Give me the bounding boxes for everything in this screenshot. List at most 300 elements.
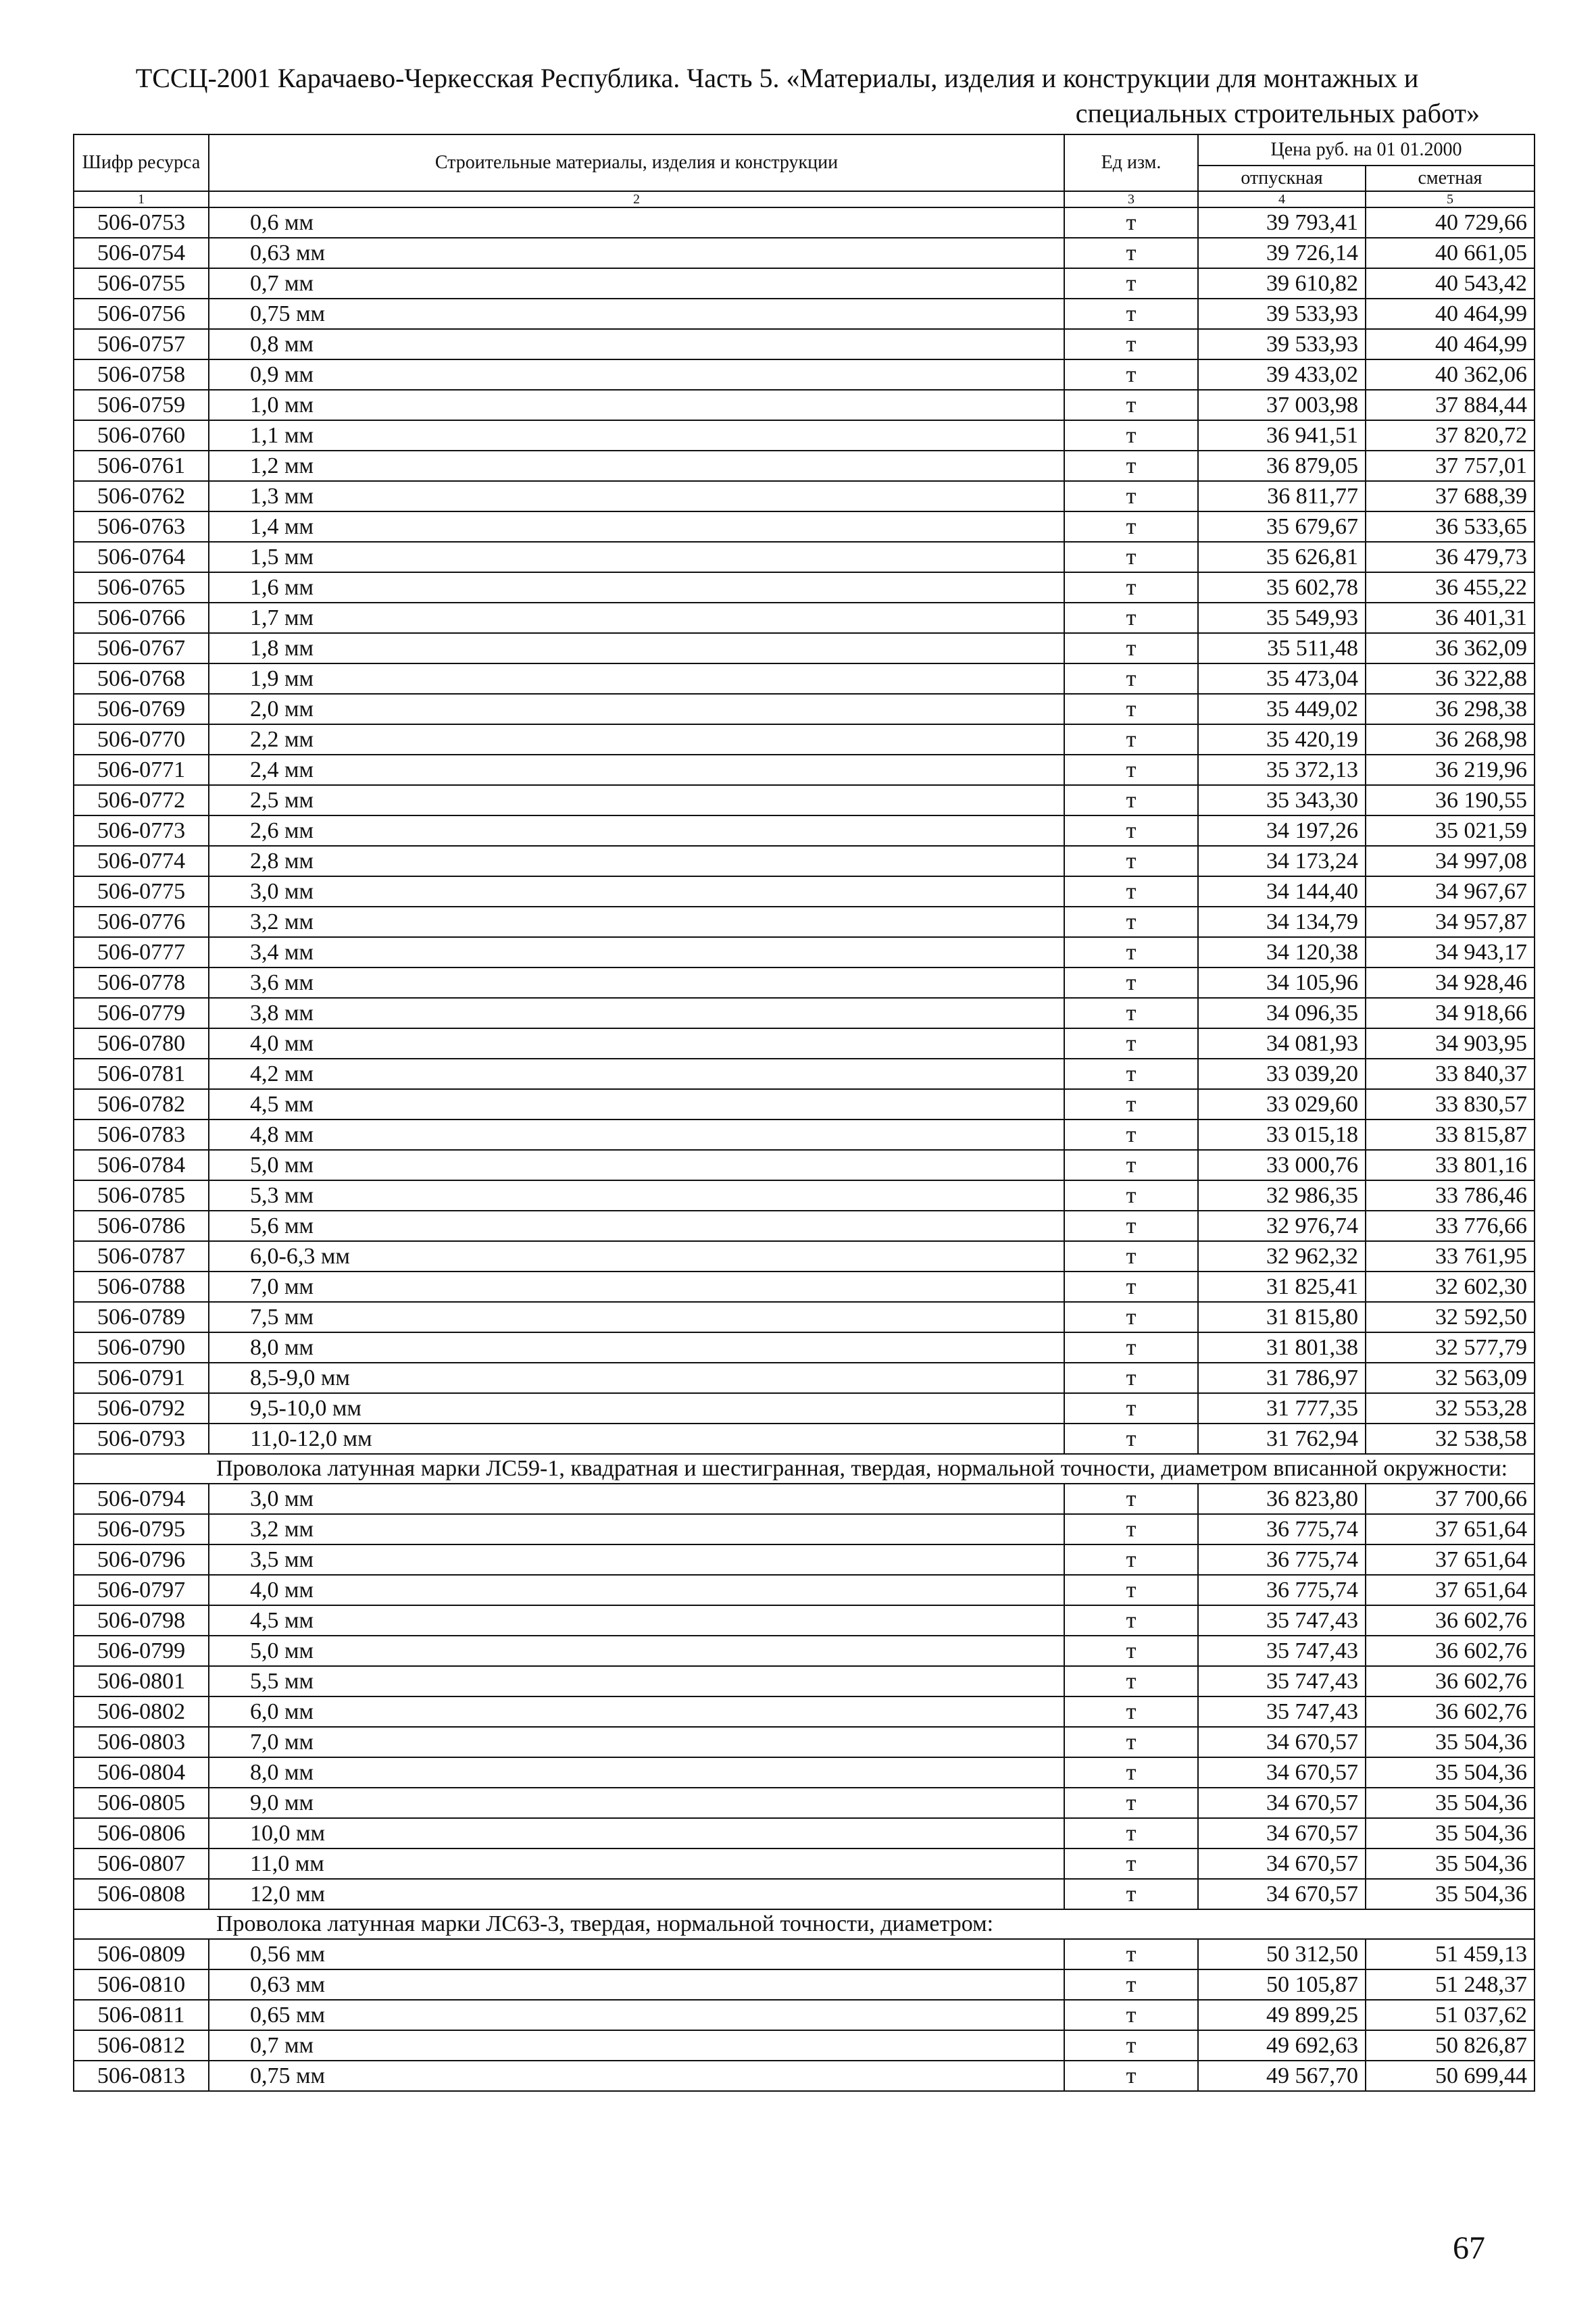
resource-code-cell: 506-0774 (74, 846, 209, 876)
unit-cell: т (1064, 1818, 1198, 1848)
resource-code-cell: 506-0762 (74, 481, 209, 511)
estimate-price-cell: 34 957,87 (1366, 907, 1535, 937)
resource-code-cell: 506-0753 (74, 207, 209, 238)
col-number-4: 4 (1198, 191, 1366, 207)
table-row (74, 1969, 1535, 2000)
table-row (74, 633, 1535, 663)
resource-code-cell: 506-0811 (74, 2000, 209, 2030)
resource-code-cell: 506-0756 (74, 299, 209, 329)
estimate-price-cell: 32 538,58 (1366, 1424, 1535, 1454)
release-price-cell: 34 670,57 (1198, 1848, 1366, 1879)
resource-code-cell: 506-0761 (74, 451, 209, 481)
unit-cell: т (1064, 1424, 1198, 1454)
release-price-cell: 34 081,93 (1198, 1028, 1366, 1059)
unit-cell: т (1064, 907, 1198, 937)
material-name-cell: 8,0 мм (209, 1332, 1064, 1363)
release-price-cell: 34 197,26 (1198, 815, 1366, 846)
unit-cell: т (1064, 1636, 1198, 1666)
table-row (74, 1939, 1535, 1969)
resource-code-cell: 506-0765 (74, 572, 209, 603)
material-name-cell: 3,8 мм (209, 998, 1064, 1028)
material-name-cell: 0,7 мм (209, 2030, 1064, 2061)
release-price-cell: 50 312,50 (1198, 1939, 1366, 1969)
release-price-cell: 33 039,20 (1198, 1059, 1366, 1089)
unit-cell: т (1064, 937, 1198, 967)
unit-cell: т (1064, 2000, 1198, 2030)
table-row (74, 1484, 1535, 1514)
group-row (74, 1454, 1535, 1484)
resource-code-cell: 506-0771 (74, 755, 209, 785)
resource-code-cell: 506-0801 (74, 1666, 209, 1696)
resource-code-cell: 506-0791 (74, 1363, 209, 1393)
resource-code-cell: 506-0772 (74, 785, 209, 815)
release-price-cell: 39 533,93 (1198, 329, 1366, 359)
material-name-cell: 11,0-12,0 мм (209, 1424, 1064, 1454)
release-price-cell: 35 420,19 (1198, 724, 1366, 755)
resource-code-cell: 506-0763 (74, 511, 209, 542)
estimate-price-cell: 37 757,01 (1366, 451, 1535, 481)
unit-cell: т (1064, 2061, 1198, 2091)
table-row (74, 785, 1535, 815)
release-price-cell: 31 801,38 (1198, 1332, 1366, 1363)
unit-cell: т (1064, 542, 1198, 572)
resource-code-cell: 506-0786 (74, 1211, 209, 1241)
resource-code-cell: 506-0807 (74, 1848, 209, 1879)
table-row (74, 937, 1535, 967)
table-row (74, 1150, 1535, 1180)
release-price-cell: 49 899,25 (1198, 2000, 1366, 2030)
resource-code-cell: 506-0764 (74, 542, 209, 572)
table-row (74, 694, 1535, 724)
unit-cell: т (1064, 724, 1198, 755)
table-row (74, 755, 1535, 785)
col-header-name: Строительные материалы, изделия и конструкции (209, 134, 1064, 191)
estimate-price-cell: 33 761,95 (1366, 1241, 1535, 1272)
col-header-price: Цена руб. на 01 01.2000 (1198, 134, 1535, 166)
unit-cell: т (1064, 1363, 1198, 1393)
resource-code-cell: 506-0788 (74, 1272, 209, 1302)
resource-code-cell: 506-0779 (74, 998, 209, 1028)
col-header-estimate: сметная (1366, 166, 1535, 191)
table-row (74, 724, 1535, 755)
estimate-price-cell: 36 602,76 (1366, 1696, 1535, 1727)
material-name-cell: 0,9 мм (209, 359, 1064, 390)
material-name-cell: 1,4 мм (209, 511, 1064, 542)
col-number-1: 1 (74, 191, 209, 207)
resource-code-cell: 506-0777 (74, 937, 209, 967)
material-name-cell: 5,3 мм (209, 1180, 1064, 1211)
estimate-price-cell: 35 504,36 (1366, 1788, 1535, 1818)
estimate-price-cell: 34 928,46 (1366, 967, 1535, 998)
resource-code-cell: 506-0778 (74, 967, 209, 998)
table-row (74, 1089, 1535, 1120)
material-name-cell: 3,5 мм (209, 1544, 1064, 1575)
group-title: Проволока латунная марки ЛС63-3, твердая, нормальной точности, диаметром: (74, 1909, 1535, 1939)
estimate-price-cell: 36 455,22 (1366, 572, 1535, 603)
material-name-cell: 2,4 мм (209, 755, 1064, 785)
resource-code-cell: 506-0803 (74, 1727, 209, 1757)
release-price-cell: 50 105,87 (1198, 1969, 1366, 2000)
unit-cell: т (1064, 1393, 1198, 1424)
estimate-price-cell: 34 903,95 (1366, 1028, 1535, 1059)
table-row (74, 390, 1535, 420)
resource-code-cell: 506-0781 (74, 1059, 209, 1089)
resource-code-cell: 506-0802 (74, 1696, 209, 1727)
release-price-cell: 34 670,57 (1198, 1818, 1366, 1848)
estimate-price-cell: 51 037,62 (1366, 2000, 1535, 2030)
unit-cell: т (1064, 1605, 1198, 1636)
table-row (74, 329, 1535, 359)
estimate-price-cell: 36 322,88 (1366, 663, 1535, 694)
release-price-cell: 34 670,57 (1198, 1879, 1366, 1909)
material-name-cell: 1,9 мм (209, 663, 1064, 694)
estimate-price-cell: 36 533,65 (1366, 511, 1535, 542)
material-name-cell: 1,6 мм (209, 572, 1064, 603)
material-name-cell: 9,0 мм (209, 1788, 1064, 1818)
table-row (74, 2000, 1535, 2030)
table-row (74, 207, 1535, 238)
release-price-cell: 32 962,32 (1198, 1241, 1366, 1272)
table-row (74, 998, 1535, 1028)
resource-code-cell: 506-0789 (74, 1302, 209, 1332)
estimate-price-cell: 37 884,44 (1366, 390, 1535, 420)
unit-cell: т (1064, 2030, 1198, 2061)
material-name-cell: 0,6 мм (209, 207, 1064, 238)
table-row (74, 967, 1535, 998)
estimate-price-cell: 33 801,16 (1366, 1150, 1535, 1180)
col-header-release: отпускная (1198, 166, 1366, 191)
estimate-price-cell: 51 248,37 (1366, 1969, 1535, 2000)
release-price-cell: 35 679,67 (1198, 511, 1366, 542)
table-row (74, 1211, 1535, 1241)
release-price-cell: 39 726,14 (1198, 238, 1366, 268)
unit-cell: т (1064, 511, 1198, 542)
price-table (73, 134, 1535, 2092)
unit-cell: т (1064, 1241, 1198, 1272)
unit-cell: т (1064, 1180, 1198, 1211)
resource-code-cell: 506-0808 (74, 1879, 209, 1909)
table-row (74, 1575, 1535, 1605)
unit-cell: т (1064, 1332, 1198, 1363)
release-price-cell: 36 811,77 (1198, 481, 1366, 511)
resource-code-cell: 506-0760 (74, 420, 209, 451)
unit-cell: т (1064, 1575, 1198, 1605)
table-row (74, 876, 1535, 907)
unit-cell: т (1064, 1939, 1198, 1969)
material-name-cell: 0,7 мм (209, 268, 1064, 299)
resource-code-cell: 506-0769 (74, 694, 209, 724)
table-row (74, 1059, 1535, 1089)
unit-cell: т (1064, 329, 1198, 359)
material-name-cell: 0,8 мм (209, 329, 1064, 359)
estimate-price-cell: 36 602,76 (1366, 1636, 1535, 1666)
resource-code-cell: 506-0757 (74, 329, 209, 359)
material-name-cell: 1,8 мм (209, 633, 1064, 663)
material-name-cell: 0,63 мм (209, 1969, 1064, 2000)
unit-cell: т (1064, 1302, 1198, 1332)
material-name-cell: 2,0 мм (209, 694, 1064, 724)
resource-code-cell: 506-0794 (74, 1484, 209, 1514)
unit-cell: т (1064, 815, 1198, 846)
table-body (74, 207, 1535, 2091)
estimate-price-cell: 34 943,17 (1366, 937, 1535, 967)
unit-cell: т (1064, 1727, 1198, 1757)
resource-code-cell: 506-0784 (74, 1150, 209, 1180)
estimate-price-cell: 37 651,64 (1366, 1575, 1535, 1605)
table-row (74, 2061, 1535, 2091)
unit-cell: т (1064, 1484, 1198, 1514)
estimate-price-cell: 37 651,64 (1366, 1544, 1535, 1575)
unit-cell: т (1064, 268, 1198, 299)
unit-cell: т (1064, 1150, 1198, 1180)
estimate-price-cell: 51 459,13 (1366, 1939, 1535, 1969)
estimate-price-cell: 34 997,08 (1366, 846, 1535, 876)
estimate-price-cell: 33 776,66 (1366, 1211, 1535, 1241)
release-price-cell: 34 670,57 (1198, 1788, 1366, 1818)
estimate-price-cell: 40 661,05 (1366, 238, 1535, 268)
release-price-cell: 36 941,51 (1198, 420, 1366, 451)
table-row (74, 603, 1535, 633)
release-price-cell: 31 762,94 (1198, 1424, 1366, 1454)
col-number-3: 3 (1064, 191, 1198, 207)
resource-code-cell: 506-0806 (74, 1818, 209, 1848)
unit-cell: т (1064, 1788, 1198, 1818)
release-price-cell: 35 549,93 (1198, 603, 1366, 633)
release-price-cell: 36 775,74 (1198, 1544, 1366, 1575)
estimate-price-cell: 40 362,06 (1366, 359, 1535, 390)
release-price-cell: 49 567,70 (1198, 2061, 1366, 2091)
estimate-price-cell: 36 268,98 (1366, 724, 1535, 755)
estimate-price-cell: 34 967,67 (1366, 876, 1535, 907)
material-name-cell: 4,8 мм (209, 1120, 1064, 1150)
material-name-cell: 3,0 мм (209, 876, 1064, 907)
table-row (74, 1302, 1535, 1332)
material-name-cell: 4,5 мм (209, 1089, 1064, 1120)
resource-code-cell: 506-0809 (74, 1939, 209, 1969)
unit-cell: т (1064, 694, 1198, 724)
unit-cell: т (1064, 1028, 1198, 1059)
resource-code-cell: 506-0804 (74, 1757, 209, 1788)
release-price-cell: 34 096,35 (1198, 998, 1366, 1028)
estimate-price-cell: 33 830,57 (1366, 1089, 1535, 1120)
material-name-cell: 2,8 мм (209, 846, 1064, 876)
col-number-2: 2 (209, 191, 1064, 207)
unit-cell: т (1064, 299, 1198, 329)
release-price-cell: 35 747,43 (1198, 1605, 1366, 1636)
page-header (68, 61, 1487, 131)
resource-code-cell: 506-0759 (74, 390, 209, 420)
material-name-cell: 3,0 мм (209, 1484, 1064, 1514)
resource-code-cell: 506-0793 (74, 1424, 209, 1454)
material-name-cell: 1,7 мм (209, 603, 1064, 633)
material-name-cell: 2,2 мм (209, 724, 1064, 755)
resource-code-cell: 506-0790 (74, 1332, 209, 1363)
release-price-cell: 35 626,81 (1198, 542, 1366, 572)
material-name-cell: 4,2 мм (209, 1059, 1064, 1089)
material-name-cell: 5,0 мм (209, 1636, 1064, 1666)
estimate-price-cell: 35 504,36 (1366, 1727, 1535, 1757)
table-row (74, 1424, 1535, 1454)
estimate-price-cell: 32 592,50 (1366, 1302, 1535, 1332)
release-price-cell: 36 775,74 (1198, 1575, 1366, 1605)
table-row (74, 907, 1535, 937)
resource-code-cell: 506-0798 (74, 1605, 209, 1636)
estimate-price-cell: 36 298,38 (1366, 694, 1535, 724)
table-row (74, 1241, 1535, 1272)
resource-code-cell: 506-0776 (74, 907, 209, 937)
col-number-5: 5 (1366, 191, 1535, 207)
unit-cell: т (1064, 1120, 1198, 1150)
resource-code-cell: 506-0799 (74, 1636, 209, 1666)
release-price-cell: 39 533,93 (1198, 299, 1366, 329)
release-price-cell: 32 986,35 (1198, 1180, 1366, 1211)
release-price-cell: 49 692,63 (1198, 2030, 1366, 2061)
material-name-cell: 8,5-9,0 мм (209, 1363, 1064, 1393)
release-price-cell: 31 777,35 (1198, 1393, 1366, 1424)
resource-code-cell: 506-0783 (74, 1120, 209, 1150)
resource-code-cell: 506-0775 (74, 876, 209, 907)
resource-code-cell: 506-0780 (74, 1028, 209, 1059)
release-price-cell: 31 825,41 (1198, 1272, 1366, 1302)
unit-cell: т (1064, 1696, 1198, 1727)
unit-cell: т (1064, 663, 1198, 694)
material-name-cell: 0,56 мм (209, 1939, 1064, 1969)
release-price-cell: 39 610,82 (1198, 268, 1366, 299)
table-row (74, 815, 1535, 846)
table-row (74, 1788, 1535, 1818)
estimate-price-cell: 35 504,36 (1366, 1757, 1535, 1788)
unit-cell: т (1064, 998, 1198, 1028)
table-row (74, 451, 1535, 481)
estimate-price-cell: 37 688,39 (1366, 481, 1535, 511)
estimate-price-cell: 32 577,79 (1366, 1332, 1535, 1363)
material-name-cell: 7,0 мм (209, 1727, 1064, 1757)
unit-cell: т (1064, 1757, 1198, 1788)
estimate-price-cell: 35 504,36 (1366, 1879, 1535, 1909)
release-price-cell: 35 747,43 (1198, 1636, 1366, 1666)
unit-cell: т (1064, 1059, 1198, 1089)
resource-code-cell: 506-0812 (74, 2030, 209, 2061)
table-row (74, 1879, 1535, 1909)
estimate-price-cell: 32 563,09 (1366, 1363, 1535, 1393)
estimate-price-cell: 40 543,42 (1366, 268, 1535, 299)
estimate-price-cell: 40 729,66 (1366, 207, 1535, 238)
release-price-cell: 32 976,74 (1198, 1211, 1366, 1241)
table-row (74, 268, 1535, 299)
release-price-cell: 37 003,98 (1198, 390, 1366, 420)
material-name-cell: 9,5-10,0 мм (209, 1393, 1064, 1424)
unit-cell: т (1064, 1666, 1198, 1696)
table-row (74, 663, 1535, 694)
header-line-1: ТССЦ-2001 Карачаево-Черкесская Республика. Часть 5. «Материалы, изделия и конструкции для монтажных и (135, 63, 1419, 93)
resource-code-cell: 506-0773 (74, 815, 209, 846)
table-row (74, 542, 1535, 572)
unit-cell: т (1064, 390, 1198, 420)
table-row (74, 511, 1535, 542)
release-price-cell: 34 120,38 (1198, 937, 1366, 967)
unit-cell: т (1064, 1969, 1198, 2000)
unit-cell: т (1064, 1514, 1198, 1544)
estimate-price-cell: 36 401,31 (1366, 603, 1535, 633)
table-row (74, 238, 1535, 268)
estimate-price-cell: 36 190,55 (1366, 785, 1535, 815)
table-row (74, 1272, 1535, 1302)
release-price-cell: 35 473,04 (1198, 663, 1366, 694)
material-name-cell: 4,5 мм (209, 1605, 1064, 1636)
release-price-cell: 36 879,05 (1198, 451, 1366, 481)
estimate-price-cell: 35 504,36 (1366, 1848, 1535, 1879)
unit-cell: т (1064, 1211, 1198, 1241)
unit-cell: т (1064, 1272, 1198, 1302)
release-price-cell: 36 775,74 (1198, 1514, 1366, 1544)
estimate-price-cell: 50 826,87 (1366, 2030, 1535, 2061)
unit-cell: т (1064, 572, 1198, 603)
material-name-cell: 3,2 мм (209, 907, 1064, 937)
table-row (74, 1818, 1535, 1848)
estimate-price-cell: 36 602,76 (1366, 1666, 1535, 1696)
material-name-cell: 5,5 мм (209, 1666, 1064, 1696)
table-row (74, 359, 1535, 390)
table-row (74, 1696, 1535, 1727)
resource-code-cell: 506-0787 (74, 1241, 209, 1272)
material-name-cell: 3,2 мм (209, 1514, 1064, 1544)
unit-cell: т (1064, 633, 1198, 663)
release-price-cell: 31 815,80 (1198, 1302, 1366, 1332)
resource-code-cell: 506-0795 (74, 1514, 209, 1544)
resource-code-cell: 506-0810 (74, 1969, 209, 2000)
release-price-cell: 34 134,79 (1198, 907, 1366, 937)
release-price-cell: 34 173,24 (1198, 846, 1366, 876)
unit-cell: т (1064, 359, 1198, 390)
release-price-cell: 35 449,02 (1198, 694, 1366, 724)
table-row (74, 1727, 1535, 1757)
table-row (74, 2030, 1535, 2061)
resource-code-cell: 506-0797 (74, 1575, 209, 1605)
page-number: 67 (1453, 2230, 1485, 2266)
header-line-2: специальных строительных работ» (1075, 98, 1480, 128)
table-row (74, 299, 1535, 329)
estimate-price-cell: 37 651,64 (1366, 1514, 1535, 1544)
resource-code-cell: 506-0782 (74, 1089, 209, 1120)
estimate-price-cell: 50 699,44 (1366, 2061, 1535, 2091)
table-row (74, 1605, 1535, 1636)
release-price-cell: 35 747,43 (1198, 1666, 1366, 1696)
material-name-cell: 3,4 мм (209, 937, 1064, 967)
table-row (74, 1028, 1535, 1059)
table-row (74, 1848, 1535, 1879)
unit-cell: т (1064, 603, 1198, 633)
release-price-cell: 31 786,97 (1198, 1363, 1366, 1393)
release-price-cell: 39 433,02 (1198, 359, 1366, 390)
estimate-price-cell: 36 219,96 (1366, 755, 1535, 785)
estimate-price-cell: 40 464,99 (1366, 329, 1535, 359)
unit-cell: т (1064, 1544, 1198, 1575)
estimate-price-cell: 35 021,59 (1366, 815, 1535, 846)
material-name-cell: 1,2 мм (209, 451, 1064, 481)
resource-code-cell: 506-0766 (74, 603, 209, 633)
material-name-cell: 4,0 мм (209, 1028, 1064, 1059)
resource-code-cell: 506-0796 (74, 1544, 209, 1575)
estimate-price-cell: 33 815,87 (1366, 1120, 1535, 1150)
table-row (74, 481, 1535, 511)
material-name-cell: 1,5 мм (209, 542, 1064, 572)
estimate-price-cell: 36 479,73 (1366, 542, 1535, 572)
group-row (74, 1909, 1535, 1939)
material-name-cell: 6,0 мм (209, 1696, 1064, 1727)
unit-cell: т (1064, 207, 1198, 238)
release-price-cell: 36 823,80 (1198, 1484, 1366, 1514)
group-title: Проволока латунная марки ЛС59-1, квадратная и шестигранная, твердая, нормальной точности, диаметром вписанной окружности: (74, 1454, 1535, 1484)
